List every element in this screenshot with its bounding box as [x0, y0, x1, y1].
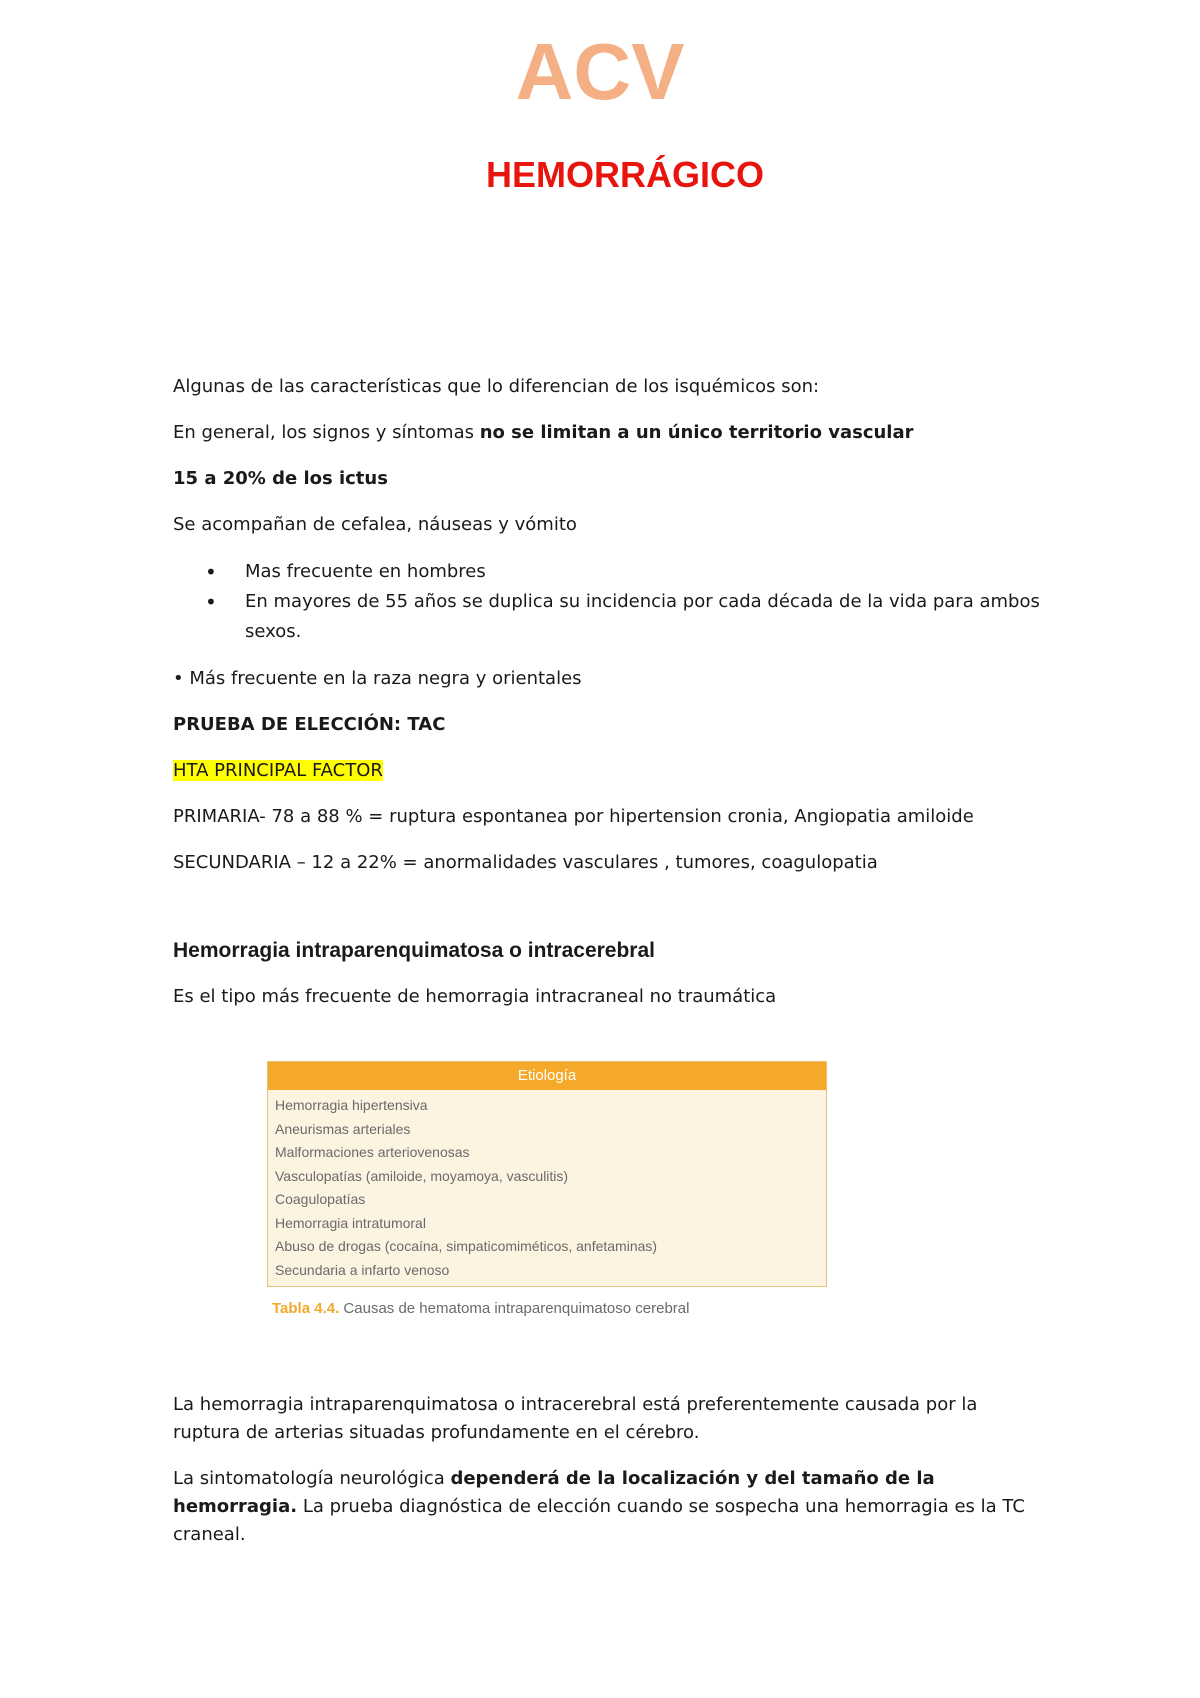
etiology-table-body — [268, 1090, 826, 1286]
table-caption-label: Tabla 4.4. — [272, 1300, 340, 1317]
primaria-paragraph: PRIMARIA- 78 a 88 % = ruptura espontanea por hipertension cronia, Angiopatia amiloide — [173, 806, 974, 827]
document-subtitle: HEMORRÁGICO — [486, 154, 764, 195]
closing-paragraph-2 — [173, 1465, 1043, 1549]
etiology-figure — [267, 1061, 827, 1323]
document-title: ACV — [515, 27, 685, 116]
prueba-eleccion: PRUEBA DE ELECCIÓN: TAC — [173, 714, 446, 735]
etiology-table-header: Etiología — [268, 1062, 826, 1090]
hta-paragraph — [173, 757, 1043, 785]
symptoms-paragraph: Se acompañan de cefalea, náuseas y vómito — [173, 514, 577, 535]
etiology-table — [267, 1061, 827, 1287]
ictus-percentage: 15 a 20% de los ictus — [173, 468, 388, 489]
intro-signs-bold: no se limitan a un único territorio vascular — [479, 422, 914, 443]
intro-signs-paragraph — [173, 419, 1043, 447]
table-row: Coagulopatías — [275, 1191, 366, 1207]
table-row: Hemorragia intratumoral — [275, 1214, 426, 1231]
list-item: • Mas frecuente en hombres — [245, 557, 1043, 587]
intro-signs-text: En general, los signos y síntomas — [173, 422, 480, 443]
table-row: Hemorragia hipertensiva — [275, 1097, 428, 1113]
secundaria-paragraph: SECUNDARIA – 12 a 22% = anormalidades vasculares , tumores, coagulopatia — [173, 852, 878, 873]
closing-text-a: La sintomatología neurológica — [173, 1468, 451, 1489]
table-row: Secundaria a infarto venoso — [275, 1261, 450, 1278]
section-intro: Es el tipo más frecuente de hemorragia intracraneal no traumática — [173, 986, 777, 1007]
document-body — [173, 373, 1043, 1567]
list-item: • En mayores de 55 años se duplica su incidencia por cada década de la vida para ambos sexos. — [245, 587, 1043, 647]
table-caption-text: Causas de hematoma intraparenquimatoso cerebral — [339, 1300, 690, 1317]
table-row: Vasculopatías (amiloide, moyamoya, vasculitis) — [275, 1167, 569, 1184]
table-row: Abuso de drogas (cocaína, simpaticomiméticos, anfetaminas) — [275, 1238, 658, 1254]
closing-text-b: La prueba diagnóstica de elección cuando se sospecha una hemorragia es la TC craneal. — [173, 1496, 1025, 1545]
bullet-list — [173, 557, 1043, 647]
extra-bullet-paragraph: • Más frecuente en la raza negra y orientales — [173, 668, 582, 689]
table-caption — [267, 1295, 827, 1323]
closing-paragraph: La hemorragia intraparenquimatosa o intracerebral está preferentemente causada por la ruptura de arterias situadas profundamente en el cérebro. — [173, 1394, 978, 1443]
intro-paragraph: Algunas de las características que lo diferencian de los isquémicos son: — [173, 376, 820, 397]
section-heading: Hemorragia intraparenquimatosa o intracerebral — [173, 939, 655, 962]
hta-highlight: HTA PRINCIPAL FACTOR — [173, 760, 383, 781]
table-row: Malformaciones arteriovenosas — [275, 1144, 470, 1160]
table-row: Aneurismas arteriales — [275, 1120, 411, 1137]
closing-bold: dependerá de la localización y del tamaño de la hemorragia. — [173, 1468, 935, 1517]
